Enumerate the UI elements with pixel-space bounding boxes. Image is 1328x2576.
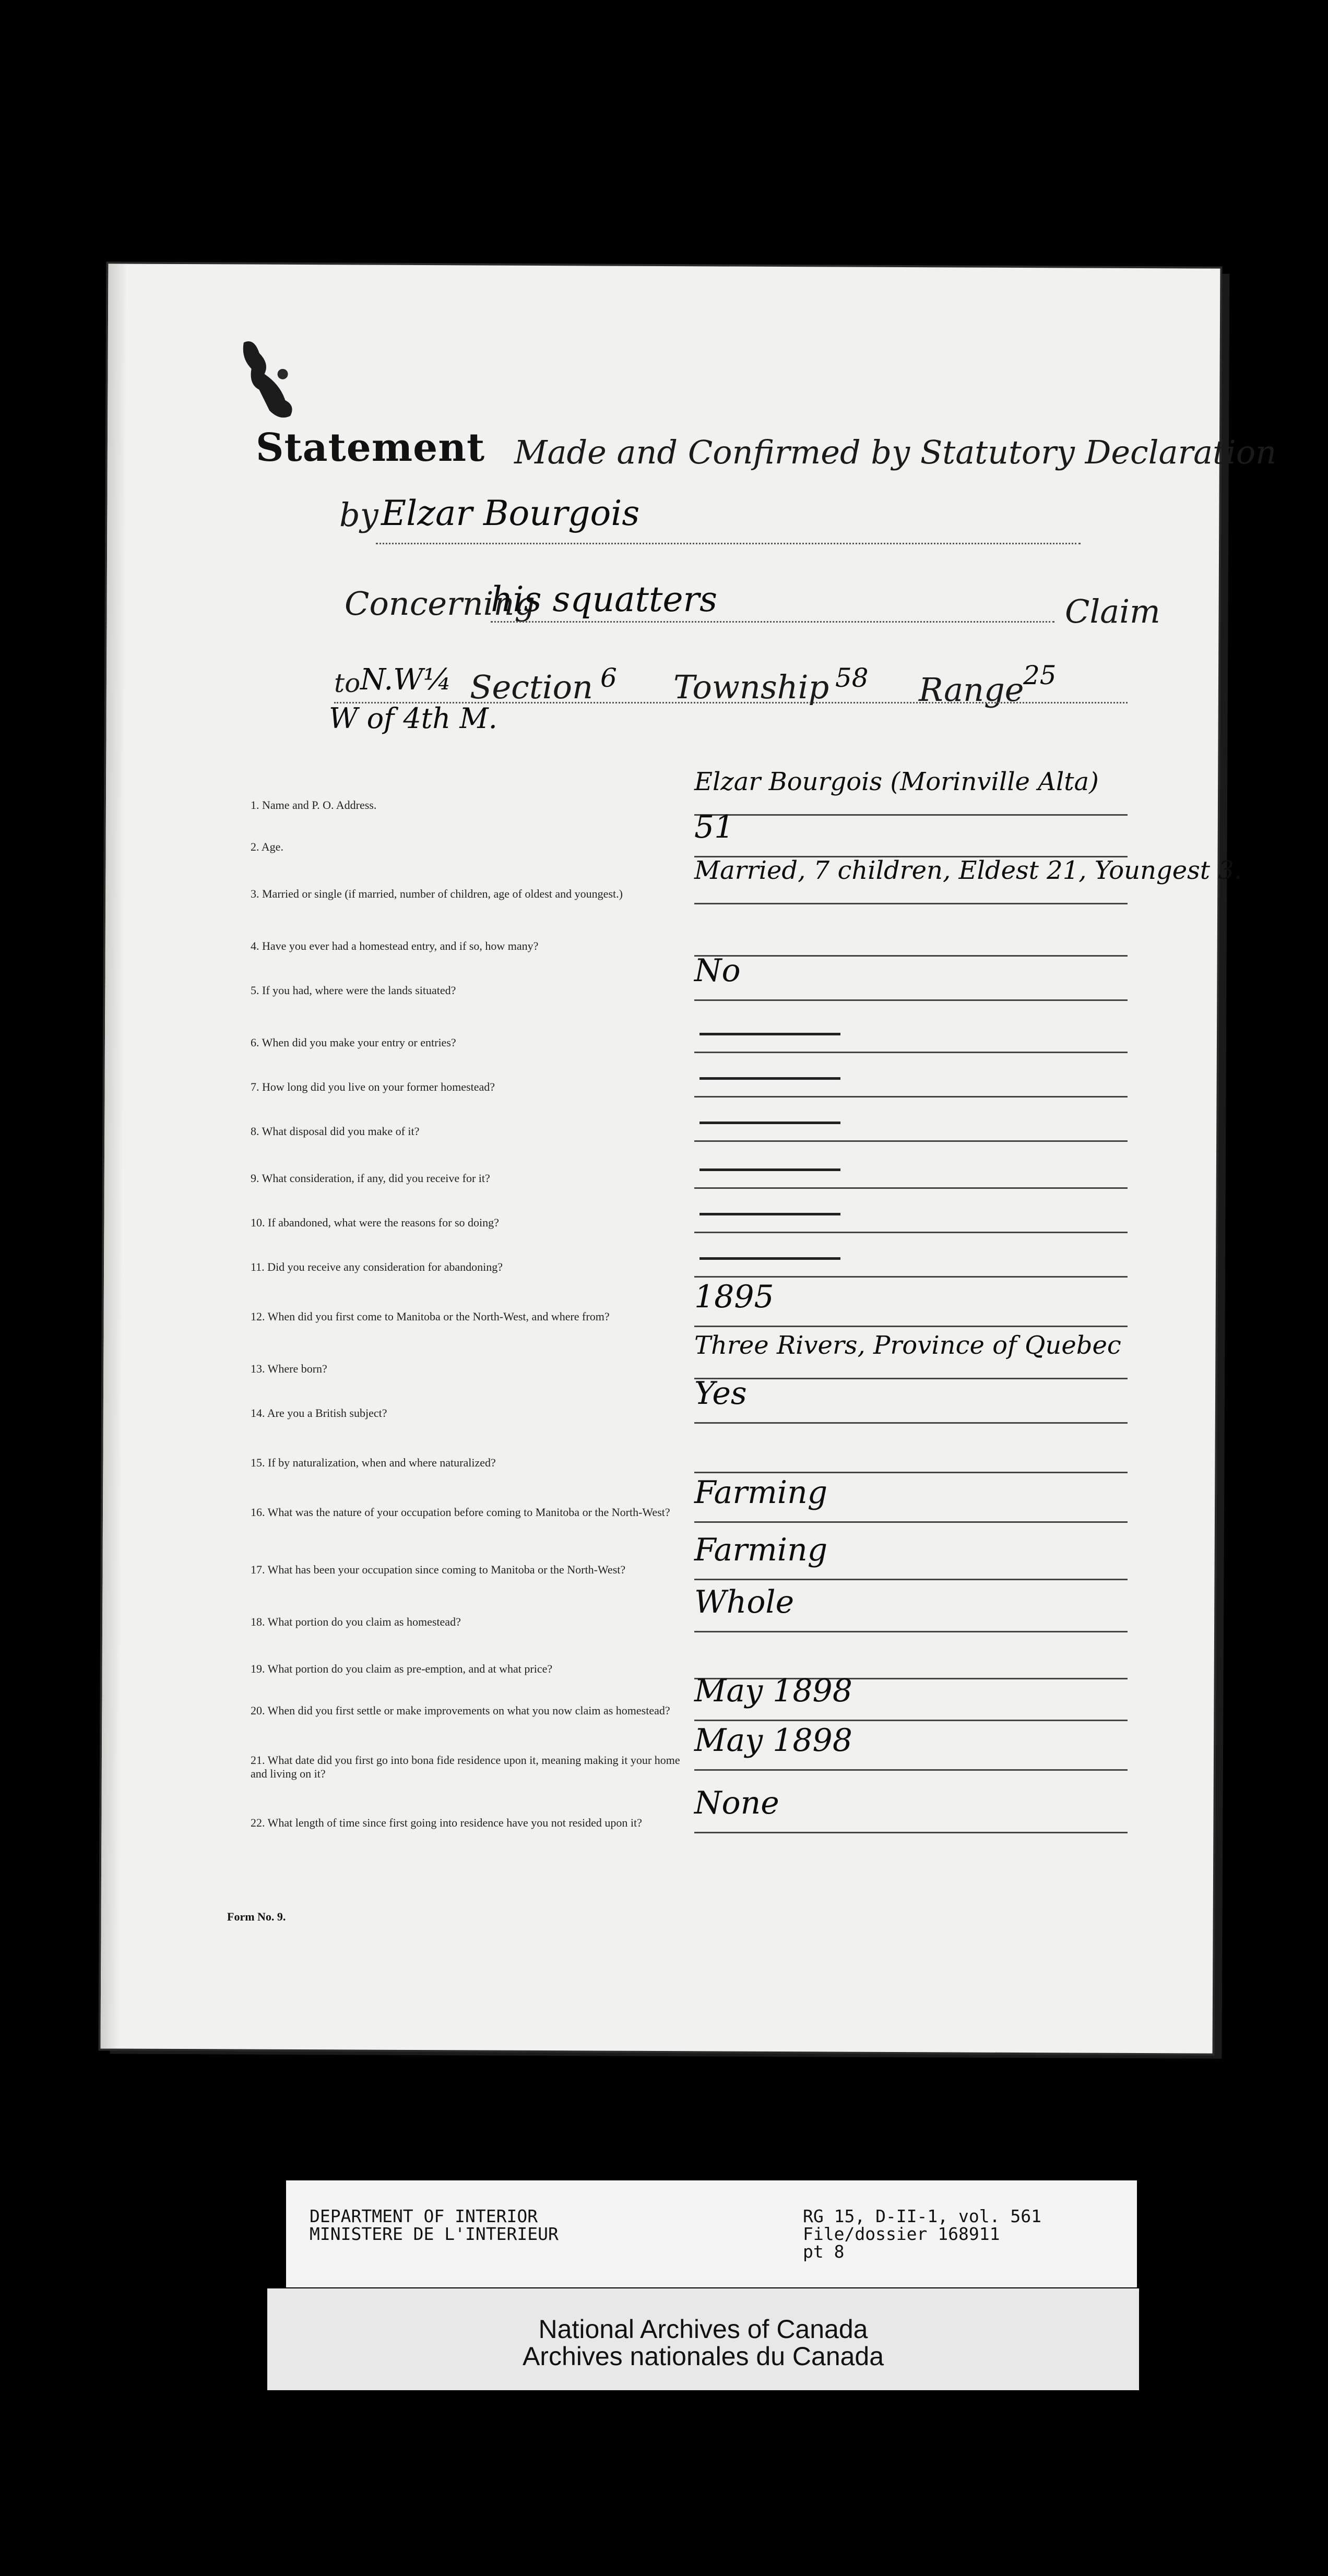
- question-label: 17. What has been your occupation since coming to Manitoba or the North-West?: [251, 1563, 626, 1576]
- question-answer: Farming: [694, 1474, 828, 1511]
- answer-dash: [699, 1168, 840, 1171]
- by-rule: [376, 543, 1081, 544]
- township-label: Township: [673, 668, 829, 706]
- question-label: 2. Age.: [251, 840, 283, 853]
- question-label: 9. What consideration, if any, did you receive for it?: [251, 1172, 490, 1185]
- question-label: 16. What was the nature of your occupation before coming to Manitoba or the North-West?: [251, 1506, 670, 1519]
- answer-rule: [694, 1052, 1128, 1053]
- question-answer: May 1898: [694, 1673, 852, 1709]
- answer-rule: [694, 1521, 1128, 1523]
- archive-ref-part: pt 8: [803, 2241, 845, 2262]
- concerning-value: his squatters: [491, 579, 717, 619]
- range-value: 25: [1023, 660, 1057, 690]
- to-value: N.W¼: [360, 663, 452, 697]
- question-label: 5. If you had, where were the lands situated?: [251, 984, 456, 997]
- concerning-rule: [491, 621, 1054, 623]
- declarant-name: Elzar Bourgois: [381, 493, 640, 533]
- answer-rule: [694, 1326, 1128, 1327]
- archives-french: Archives nationales du Canada: [522, 2342, 884, 2371]
- archive-reference-label: [286, 2180, 1137, 2287]
- question-answer: Elzar Bourgois (Morinville Alta): [694, 767, 1099, 796]
- question-label: 7. How long did you live on your former homestead?: [251, 1080, 495, 1093]
- question-answer: Three Rivers, Province of Quebec: [694, 1331, 1121, 1360]
- question-answer: No: [694, 952, 741, 989]
- question-answer: None: [694, 1785, 779, 1821]
- question-label: 19. What portion do you claim as pre-emption, and at what price?: [251, 1662, 553, 1675]
- question-label: 10. If abandoned, what were the reasons for so doing?: [251, 1216, 499, 1229]
- question-label: 22. What length of time since first going into residence have you not resided upon it?: [251, 1816, 642, 1829]
- answer-rule: [694, 1769, 1128, 1771]
- question-label: 11. Did you receive any consideration for abandoning?: [251, 1260, 503, 1273]
- question-label: 4. Have you ever had a homestead entry, and if so, how many?: [251, 939, 539, 952]
- section-label: Section: [470, 668, 593, 706]
- form-number: Form No. 9.: [227, 1910, 286, 1923]
- statement-title: Statement: [256, 425, 485, 470]
- question-label: 1. Name and P. O. Address.: [251, 798, 377, 812]
- question-answer: Married, 7 children, Eldest 21, Youngest 3.: [694, 856, 1242, 885]
- archives-english: National Archives of Canada: [538, 2315, 868, 2344]
- answer-dash: [699, 1033, 840, 1035]
- to-prefix: to: [334, 668, 361, 698]
- answer-rule: [694, 1472, 1128, 1473]
- answer-rule: [694, 999, 1128, 1001]
- archive-ref-volume: RG 15, D-II-1, vol. 561: [803, 2206, 1041, 2226]
- department-english: DEPARTMENT OF INTERIOR: [310, 2206, 538, 2226]
- question-label: 15. If by naturalization, when and where naturalized?: [251, 1456, 496, 1469]
- statement-subtitle: Made and Confirmed by Statutory Declaration: [514, 433, 1277, 471]
- answer-rule: [694, 1378, 1128, 1379]
- ink-blot-icon: [233, 337, 312, 421]
- answer-rule: [694, 1631, 1128, 1632]
- by-prefix: by: [339, 496, 378, 534]
- question-label: 12. When did you first come to Manitoba or the North-West, and where from?: [251, 1310, 610, 1323]
- answer-dash: [699, 1213, 840, 1215]
- question-label: 14. Are you a British subject?: [251, 1406, 387, 1420]
- range-label: Range: [919, 671, 1024, 709]
- question-answer: May 1898: [694, 1722, 852, 1759]
- question-answer: Whole: [694, 1584, 795, 1620]
- answer-rule: [694, 1720, 1128, 1721]
- answer-rule: [694, 1187, 1128, 1189]
- township-value: 58: [835, 663, 869, 693]
- meridian-value: W of 4th M.: [329, 702, 497, 735]
- question-answer: 1895: [694, 1279, 774, 1315]
- concerning-prefix: Concerning: [345, 585, 536, 623]
- answer-rule: [694, 1232, 1128, 1233]
- question-label: 18. What portion do you claim as homestead?: [251, 1615, 461, 1628]
- archives-canada-label: [267, 2288, 1139, 2390]
- answer-rule: [694, 1422, 1128, 1424]
- form-sheet: [101, 264, 1220, 2053]
- question-answer: Farming: [694, 1532, 828, 1568]
- question-label: 3. Married or single (if married, number of children, age of oldest and youngest.): [251, 887, 623, 900]
- question-answer: Yes: [694, 1375, 747, 1412]
- answer-dash: [699, 1077, 840, 1080]
- question-label: 8. What disposal did you make of it?: [251, 1125, 420, 1138]
- answer-rule: [694, 1096, 1128, 1098]
- answer-rule: [694, 1276, 1128, 1278]
- question-label: 13. Where born?: [251, 1362, 327, 1375]
- question-label: 21. What date did you first go into bona fide residence upon it, meaning making it your home and living on it?: [251, 1754, 680, 1780]
- answer-dash: [699, 1122, 840, 1124]
- answer-rule: [694, 1832, 1128, 1833]
- answer-rule: [694, 1579, 1128, 1580]
- answer-rule: [694, 955, 1128, 957]
- answer-dash: [699, 1257, 840, 1260]
- answer-rule: [694, 814, 1128, 816]
- claim-suffix: Claim: [1065, 592, 1160, 630]
- question-answer: 51: [694, 809, 734, 845]
- department-french: MINISTERE DE L'INTERIEUR: [310, 2224, 559, 2244]
- answer-rule: [694, 903, 1128, 904]
- answer-rule: [694, 1140, 1128, 1142]
- section-value: 6: [600, 663, 617, 693]
- question-label: 20. When did you first settle or make improvements on what you now claim as homestead?: [251, 1704, 670, 1717]
- archive-ref-file: File/dossier 168911: [803, 2224, 1000, 2244]
- question-label: 6. When did you make your entry or entries?: [251, 1036, 456, 1049]
